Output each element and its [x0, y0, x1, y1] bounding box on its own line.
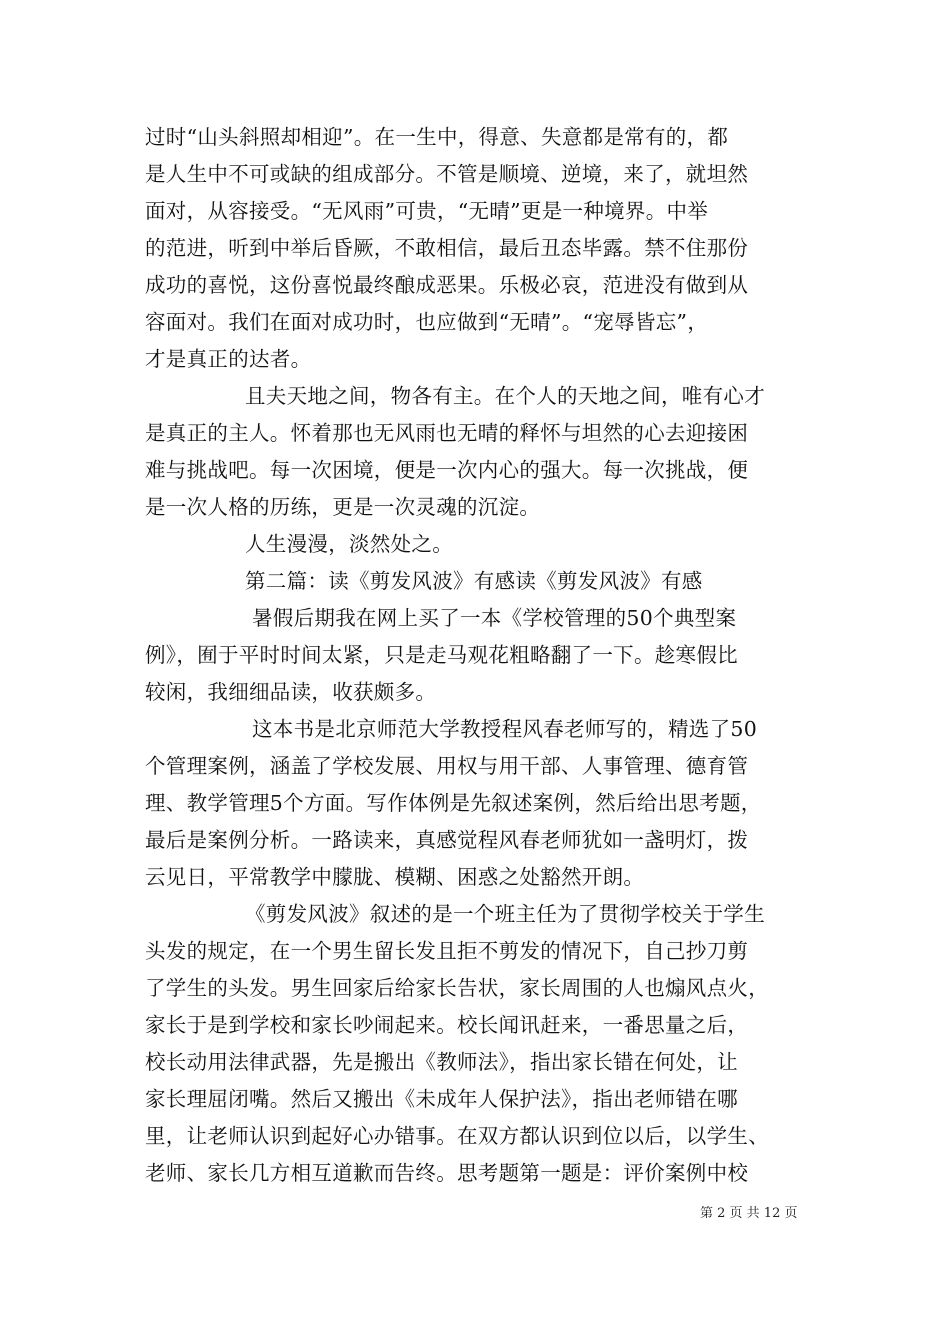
paragraph — [145, 119, 810, 378]
text-line: 的范进，听到中举后昏厥，不敢相信，最后丑态毕露。禁不住那份 — [145, 236, 749, 260]
text-line: 是人生中不可或缺的组成部分。不管是顺境、逆境，来了，就坦然 — [145, 162, 749, 186]
text-line: 老师、家长几方相互道歉而告终。思考题第一题是：评价案例中校 — [145, 1161, 749, 1185]
text-line: 难与挑战吧。每一次困境，便是一次内心的强大。每一次挑战，便 — [145, 458, 749, 482]
text-line: 才是真正的达者。 — [145, 347, 312, 371]
paragraph — [145, 711, 810, 896]
text-line: 《剪发风波》叙述的是一个班主任为了贯彻学校关于学生 — [245, 902, 765, 926]
text-line: 第二篇：读《剪发风波》有感读《剪发风波》有感 — [245, 569, 703, 593]
text-line: 个管理案例，涵盖了学校发展、用权与用干部、人事管理、德育管 — [145, 754, 749, 778]
text-line: 成功的喜悦，这份喜悦最终酿成恶果。乐极必哀，范进没有做到从 — [145, 273, 749, 297]
paragraph — [145, 563, 810, 600]
text-line: 理、教学管理5个方面。写作体例是先叙述案例，然后给出思考题， — [145, 791, 762, 815]
text-line: 是真正的主人。怀着那也无风雨也无晴的释怀与坦然的心去迎接困 — [145, 421, 749, 445]
text-line: 校长动用法律武器，先是搬出《教师法》，指出家长错在何处，让 — [145, 1050, 738, 1074]
text-line: 头发的规定，在一个男生留长发且拒不剪发的情况下，自己抄刀剪 — [145, 939, 749, 963]
text-line: 了学生的头发。男生回家后给家长告状，家长周围的人也煽风点火， — [145, 976, 769, 1000]
text-line: 最后是案例分析。一路读来，真感觉程风春老师犹如一盏明灯，拨 — [145, 828, 749, 852]
text-line: 容面对。我们在面对成功时，也应做到“无晴”。“宠辱皆忘”， — [145, 310, 709, 334]
paragraph — [145, 526, 810, 563]
paragraph — [145, 378, 810, 526]
paragraph — [145, 600, 810, 711]
text-line: 暑假后期我在网上买了一本《学校管理的50个典型案 — [252, 606, 737, 630]
text-line: 面对，从容接受。“无风雨”可贵，“无晴”更是一种境界。中举 — [145, 199, 709, 223]
text-line: 人生漫漫，淡然处之。 — [245, 532, 453, 556]
text-line: 是一次人格的历练，更是一次灵魂的沉淀。 — [145, 495, 541, 519]
document-body — [145, 119, 810, 1192]
text-line: 较闲，我细细品读，收获颇多。 — [145, 680, 437, 704]
text-line: 家长于是到学校和家长吵闹起来。校长闻讯赶来，一番思量之后， — [145, 1013, 749, 1037]
paragraph — [145, 896, 810, 1192]
text-line: 家长理屈闭嘴。然后又搬出《未成年人保护法》，指出老师错在哪 — [145, 1087, 738, 1111]
text-line: 云见日，平常教学中朦胧、模糊、困惑之处豁然开朗。 — [145, 865, 645, 889]
text-line: 例》，囿于平时时间太紧，只是走马观花粗略翻了一下。趁寒假比 — [145, 643, 738, 667]
text-line: 这本书是北京师范大学教授程风春老师写的，精选了50 — [252, 717, 758, 741]
text-line: 且夫天地之间，物各有主。在个人的天地之间，唯有心才 — [245, 384, 765, 408]
text-line: 过时“山头斜照却相迎”。在一生中，得意、失意都是常有的，都 — [145, 125, 729, 149]
text-line: 里，让老师认识到起好心办错事。在双方都认识到位以后，以学生、 — [145, 1124, 769, 1148]
page-number-footer: 第 2 页 共 12 页 — [700, 1206, 798, 1221]
